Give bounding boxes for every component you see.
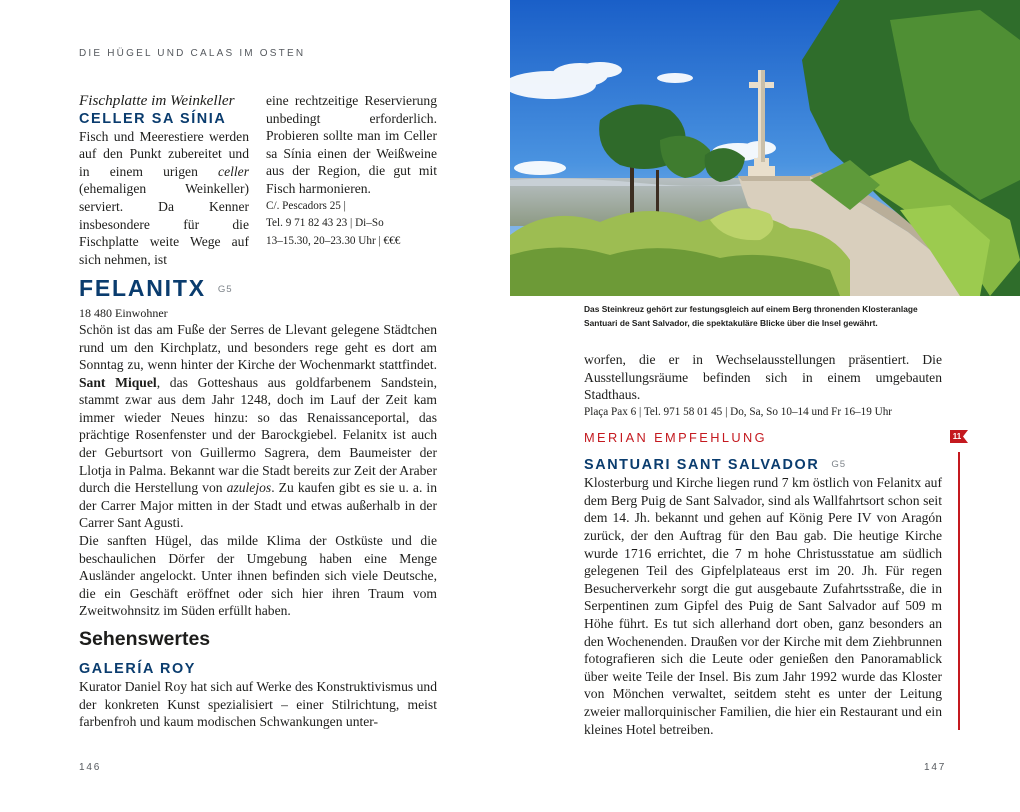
merian-empfehlung-label: MERIAN EMPFEHLUNG xyxy=(584,430,768,445)
photo-stone-cross xyxy=(510,0,1020,296)
celler-column-1 xyxy=(79,92,249,268)
photo-caption: Das Steinkreuz gehört zur festungsgleich auf einem Berg thronenden Klosteranlage Santuari de Sant Salvador, die spektakuläre Blicke über die Insel gewährt. xyxy=(584,304,918,328)
celler-text-part-2: eine rechtzeitige Reservierung unbedingt erforderlich. Probieren sollte man im Celler sa Sínia einen der Weißweine aus der Region, die gut mit Fisch harmonieren. xyxy=(266,93,437,196)
galeria-roy-address: Plaça Pax 6 | Tel. 971 58 01 45 | Do, Sa, So 10–14 und Fr 16–19 Uhr xyxy=(584,405,893,418)
celler-times: 13–15.30, 20–23.30 Uhr | €€€ xyxy=(266,234,401,247)
recommendation-badge-number: 11 xyxy=(952,432,962,441)
felanitx-grid-ref: G5 xyxy=(217,283,233,295)
celler-subhead: Fischplatte im Weinkeller xyxy=(79,92,235,109)
felanitx-paragraph-2: Die sanften Hügel, das milde Klima der Ostküste und die beschaulichen Dörfer der Umgebung haben eine Menge Ausländer angelockt. Unter ihnen befinden sich viele Deutsche, die ein Geschäft eröffnet oder sich hier ihren Traum vom Zweitwohnsitz im Süden erfüllt haben. xyxy=(79,533,437,619)
celler-column-2 xyxy=(266,92,437,250)
celler-address: C/. Pescadors 25 | xyxy=(266,199,346,212)
santuari-text: Klosterburg und Kirche liegen rund 7 km östlich von Felanitx auf dem Berg Puig de Sant Salvador, sind als Wallfahrtsort schon seit dem 14. Jh. bekannt und gehen auf König Pere IV von Aragón zurück, der den Auftrag für den Bau gab. Die heutige Kirche wurde 1716 errichtet, die 7 m hohe Christusstatue am südlich gelegenen Teil des Gipfelplateaus erst im 20. Jh. Für regen Besucherverkehr sorgt die gut ausgebaute Zufahrtsstraße, die in Serpentinen zum Gipfel des Puig de Sant Salvador auf 509 m Höhe führt. Es tut sich allerhand dort oben, ganz besonders an den Wochenenden. Draußen vor der Kirche mit dem Ziehbrunnen fotografieren sich die Leute oder genießen den Panoramablick über weite Teile der Insel. Bis zum Jahr 1992 wurde das Kloster von Mönchen verwaltet, seitdem steht es unter der Leitung zweier mallorquinischer Familien, die hier ein Restaurant und ein kleines Hotel betreiben. xyxy=(584,475,942,737)
celler-heading: CELLER SA SÍNIA xyxy=(79,110,227,127)
page-number-left: 146 xyxy=(79,762,102,773)
felanitx-inhabitants: 18 480 Einwohner xyxy=(79,305,168,320)
running-head: DIE HÜGEL UND CALAS IM OSTEN xyxy=(79,48,306,59)
felanitx-heading: FELANITX G5 xyxy=(79,275,233,301)
galeria-roy-text: Kurator Daniel Roy hat sich auf Werke des Konstruktivismus und der konkreten Kunst spezialisiert – einer Stilrichtung, meist farbenfroh und kaum modischen Schwankungen unter- xyxy=(79,679,437,730)
celler-text-part-1: Fisch und Meerestiere werden auf den Punkt zubereitet und in einem urigen celler (ehemaligen Weinkeller) serviert. Da Kenner insbesondere für die Fischplatte weite Wege auf sich nehmen, ist xyxy=(79,128,249,267)
santuari-grid-ref: G5 xyxy=(831,459,847,471)
merian-empfehlung-box xyxy=(584,430,970,738)
recommendation-rule xyxy=(958,452,960,730)
felanitx-section xyxy=(79,275,437,620)
galeria-roy-heading: GALERÍA ROY xyxy=(79,661,197,677)
santuari-heading: SANTUARI SANT SALVADOR G5 xyxy=(584,457,847,473)
felanitx-paragraph-1: Schön ist das am Fuße der Serres de Llevant gelegene Städtchen rund um den Kirchplatz, und besonders rege geht es dort am Sonntag zu, wenn hinter der Kirche der Wochenmarkt stattfindet. Sant Miquel, das Gotteshaus aus goldfarbenem Sandstein, stammt zwar aus dem Jahr 1248, doch im Lauf der Zeit kam immer wieder Neues hinzu: so das Renaissanceportal, das prächtige Rosenfenster und der Barockgiebel. Felanitx ist auch der Geburtsort von Guillermo Sagrera, dem Baumeister der Llotja in Palma. Bekannt war die Stadt bereits zur Zeit der Araber durch die Herstellung von azulejos. Zu kaufen gibt es sie u. a. in der Carrer Major mitten in der Stadt und etwas außerhalb in der Carrer Sant Agusti. xyxy=(79,321,437,531)
galeria-roy-continuation xyxy=(584,351,942,421)
sehenswertes-section xyxy=(79,627,437,731)
continuation-text: worfen, die er in Wechselausstellungen präsentiert. Die Ausstellungsräume befinden sich in einem umgebauten Stadthaus. xyxy=(584,352,942,403)
sehenswertes-heading: Sehenswertes xyxy=(79,628,211,650)
page-number-right: 147 xyxy=(924,762,947,773)
celler-phone-hours: Tel. 9 71 82 43 23 | Di–So xyxy=(266,217,384,230)
